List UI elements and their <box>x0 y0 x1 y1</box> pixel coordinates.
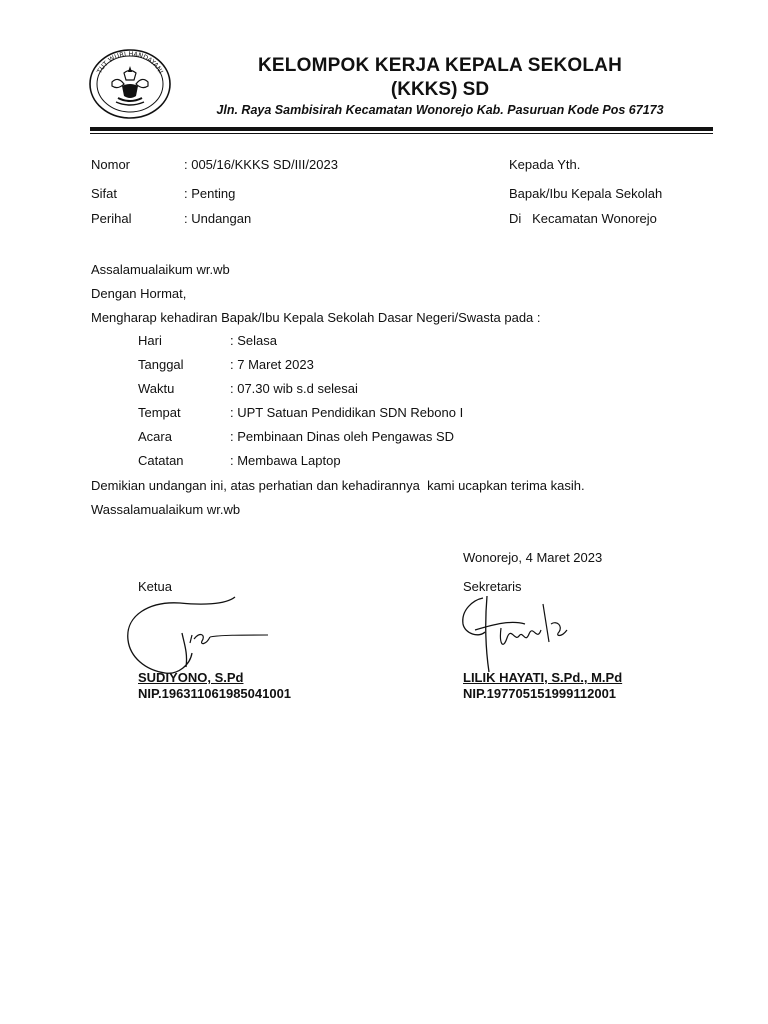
signatory-nip-ketua: NIP.196311061985041001 <box>138 686 292 701</box>
detail-value-acara: : Pembinaan Dinas oleh Pengawas SD <box>230 429 455 444</box>
role-ketua: Ketua <box>138 579 172 594</box>
salutation: Dengan Hormat, <box>91 286 187 301</box>
signatory-name-ketua: SUDIYONO, S.Pd <box>138 670 244 685</box>
detail-value-catatan: : Membawa Laptop <box>230 453 341 468</box>
recipient-line-2: Bapak/Ibu Kepala Sekolah <box>509 186 663 201</box>
detail-label-tanggal: Tanggal <box>138 357 184 372</box>
org-address: Jln. Raya Sambisirah Kecamatan Wonorejo Kab. Pasuruan Kode Pos 67173 <box>216 103 664 117</box>
org-subtitle: (KKKS) SD <box>390 79 490 100</box>
closing-paragraph: Demikian undangan ini, atas perhatian dan kehadirannya kami ucapkan terima kasih. <box>91 478 585 493</box>
meta-label-sifat: Sifat <box>91 186 118 201</box>
date-place: Wonorejo, 4 Maret 2023 <box>463 550 603 565</box>
detail-value-waktu: : 07.30 wib s.d selesai <box>230 381 358 396</box>
header-divider-thick <box>90 127 713 131</box>
meta-value-sifat: : Penting <box>184 186 236 201</box>
detail-value-hari: : Selasa <box>230 333 277 348</box>
detail-value-tempat: : UPT Satuan Pendidikan SDN Rebono I <box>230 405 464 420</box>
greeting: Assalamualaikum wr.wb <box>91 262 230 277</box>
detail-label-acara: Acara <box>138 429 172 444</box>
meta-label-nomor: Nomor <box>91 157 131 172</box>
recipient-line-1: Kepada Yth. <box>509 157 581 172</box>
meta-value-perihal: : Undangan <box>184 211 252 226</box>
detail-value-tanggal: : 7 Maret 2023 <box>230 357 314 372</box>
signatory-nip-sekretaris: NIP.197705151999112001 <box>463 686 617 701</box>
signatory-name-sekretaris: LILIK HAYATI, S.Pd., M.Pd <box>463 670 623 685</box>
header-divider-thin <box>90 133 713 134</box>
svg-text:TUT WURI HANDAYANI: TUT WURI HANDAYANI <box>95 49 165 75</box>
tut-wuri-handayani-logo <box>88 46 172 120</box>
detail-label-catatan: Catatan <box>138 453 184 468</box>
farewell: Wassalamualaikum wr.wb <box>91 502 241 517</box>
detail-label-hari: Hari <box>138 333 162 348</box>
org-title: KELOMPOK KERJA KEPALA SEKOLAH <box>257 55 622 76</box>
recipient-line-3: Di Kecamatan Wonorejo <box>509 211 657 226</box>
detail-label-waktu: Waktu <box>138 381 175 396</box>
signature-sekretaris <box>455 590 585 680</box>
meta-label-perihal: Perihal <box>91 211 132 226</box>
intro-paragraph: Mengharap kehadiran Bapak/Ibu Kepala Sekolah Dasar Negeri/Swasta pada : <box>91 310 541 325</box>
meta-value-nomor: : 005/16/KKKS SD/III/2023 <box>184 157 338 172</box>
detail-label-tempat: Tempat <box>138 405 181 420</box>
role-sekretaris: Sekretaris <box>463 579 522 594</box>
